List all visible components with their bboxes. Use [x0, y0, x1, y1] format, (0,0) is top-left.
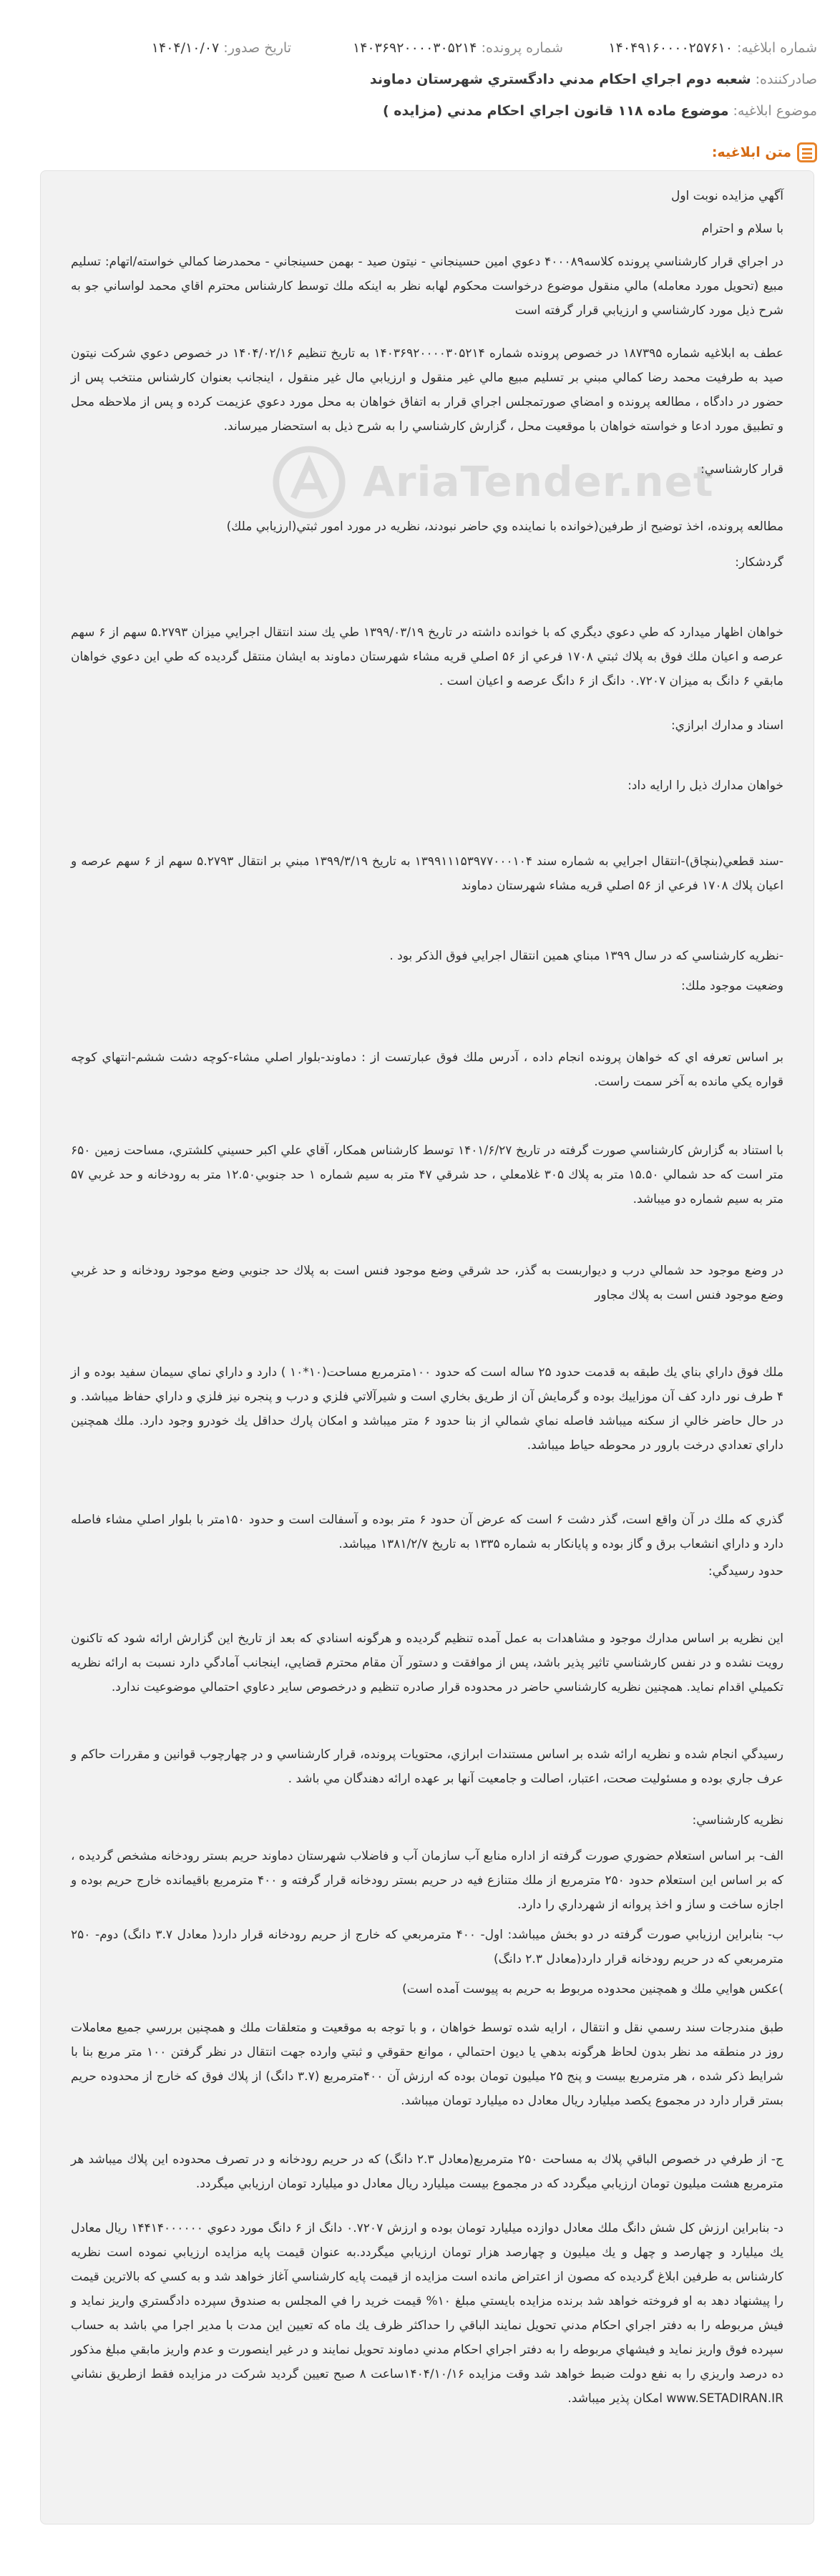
issue-date: تاریخ صدور: ۱۴۰۴/۱۰/۰۷ [151, 40, 291, 56]
heading-auction: آگهي مزايده نوبت اول [670, 189, 783, 203]
subject: موضوع ابلاغیه: موضوع ماده ۱۱۸ قانون اجراي احكام مدني (مزايده ) [382, 103, 817, 119]
paragraph-reference: عطف به ابلاغيه شماره ۱۸۷۳۹۵ در خصوص پرونده شماره ۱۴۰۳۶۹۲۰۰۰۰۳۰۵۲۱۴ به تاريخ تنظيم ۱۴۰۴/۰۲/۱۶ در خصوص دعوي شركت نيتون صيد به طرفيت محمد رضا كمالي مبني بر تسليم مبيع مالي غير منقول و ارزيابي مال غير منقول ، اينجانب بعنوان كارشناس منتخب پس از حضور در دادگاه ، مطالعه پرونده و امضاي صورتمجلس اجراي قرار به اتفاق خواهان به محل مورد دعوي عزيمت كرده و پس از ملاحظه محل و تطبيق مورد ادعا و خواسته خواهان با موقعيت محل ، گزارش كارشناسي را به شرح ذيل به استحضار ميرساند. [71, 346, 784, 434]
paragraph-item-d: د- بنابراين ارزش كل شش دانگ ملك معادل دوازده ميليارد تومان بوده و ارزش ۰.۷۲۰۷ دانگ از ۶ دانگ مورد دعوي ۱۴۴۱۴۰۰۰۰۰۰ ريال معادل يك ميليارد و چهارصد و چهل و يك ميليون و چهارصد هزار تومان ارزيابي ميگردد.به عنوان قيمت پايه مزايده ارزيابي نموده است نظريه كارشناس به طرفين ابلاغ گرديده كه مصون از اعتراض مانده است مزايده از قيمت پايه كارشناسي آغاز خواهد شد و به كسي كه بالاترين قيمت را پيشنهاد دهد به او فروخته خواهد شد برنده مزايده بايستي مبلغ ۱۰% قيمت خريد را في المجلس به صندوق سپرده دادگستري واريز نمايد و فيش مربوطه را به دفتر اجراي احكام مدني تحويل نمايند الباقي را حداكثر ظرف يك ماه كه تعيين اين مدت با مدير اجرا مي باشد به حساب سپرده فوق واريز نمايد و فيشهاي مربوطه را به دفتر اجراي احكام مدني دماوند تحويل نمايند و در غير اينصورت و عدم واريز مابقي مبلغ مذكور ده درصد واريزي را به نفع دولت ضبط خواهد شد وقت مزايده ۱۴۰۴/۱۰/۱۶ساعت ۸ صبح تعيين گرديد شركت در مزايده فقط ازطريق نشاني www.SETADIRAN.IR امكان پذير ميباشد. [71, 2221, 783, 2406]
document-icon [797, 142, 817, 162]
label-expert-order: قرار كارشناسي: [700, 462, 783, 477]
paragraph-prior-opinion: -نظريه كارشناسي كه در سال ۱۳۹۹ مبناي همين انتقال اجرايي فوق الذكر بود . [389, 949, 783, 963]
label-current-status: وضعيت موجود ملك: [680, 979, 783, 993]
paragraph-boundaries: با استناد به گزارش كارشناسي صورت گرفته در تاريخ ۱۴۰۱/۶/۲۷ توسط كارشناس همكار، آقاي علي اكبر حسيني كلشتري، مساحت زمين ۶۵۰ متر است كه حد شمالي ۱۵.۵۰ متر به پلاك ۳۰۵ غلامعلي ، حد شرقي ۴۷ متر به سيم شماره ۱ حد جنوبي۱۲.۵۰ متر به رودخانه و حد غربي ۵۷ متر به سيم شماره دو ميباشد. [71, 1143, 784, 1206]
announcement-text-box [40, 170, 814, 2524]
label-workflow: گردشكار: [735, 555, 783, 570]
section-header [712, 140, 817, 165]
meta-row-issuer [43, 72, 817, 100]
section-title: متن ابلاغیه: [711, 145, 791, 160]
paragraph-item-a: الف- بر اساس استعلام حضوري صورت گرفته از اداره منابع آب سازمان آب و فاضلاب شهرستان دماوند حريم بستر رودخانه مشخص گرديده ، كه بر اساس اين استعلام حدود ۲۵۰ مترمربع از ملك متنازع فيه در حريم بستر رودخانه قرار گرفته و ۴۰۰ مترمربع باقيمانده خارج حريم بوده و اجازه ساخت و ساز و اخذ پروانه از شهرداري را دارد. [71, 1849, 784, 1912]
aria-logo-icon [270, 443, 348, 522]
paragraph-street: گذري كه ملك در آن واقع است، گذر دشت ۶ است كه عرض آن حدود ۶ متر بوده و آسفالت است و حدود ۱۵۰متر با بلوار اصلي مشاء فاصله دارد و داراي انشعاب برق و گاز بوده و پايانكار به شماره ۱۳۳۵ به تاريخ ۱۳۸۱/۲/۷ ميباشد. [71, 1513, 783, 1551]
meta-row-numbers [43, 40, 817, 69]
paragraph-attachment-note: )عكس هوايي ملك و همچنين محدوده مربوط به حريم به پيوست آمده است) [402, 1982, 783, 1996]
paragraph-documents-intro: خواهان مدارك ذيل را ارايه داد: [627, 779, 783, 793]
paragraph-order: مطالعه پرونده، اخذ توضيح از طرفين(خوانده با نماينده وي حاضر نبودند، نظريه در مورد امور ثبتي(ارزيابي ملك) [226, 519, 783, 534]
paragraph-building: ملك فوق داراي بناي يك طبقه به قدمت حدود ۲۵ ساله است كه حدود ۱۰۰مترمربع مساحت(۱۰*۱۰ ) دارد و داراي نماي سيمان سفيد بوده و از ۴ طرف نور دارد كف آن موزاييك بوده و گرمايش آن از طريق بخاري است و شيرآلاتي فلزي و درب و پنجره نيز فلزي و داراي حفاظ ميباشد. و در حال حاضر خالي از سكنه ميباشد فاصله نماي شمالي از بنا حدود ۶ متر ميباشد و امكان پارك حداقل يك خودرو وجود دارد. ملك همچنين داراي تعدادي درخت بارور در محوطه حياط ميباشد. [71, 1365, 783, 1453]
label-review-scope: حدود رسيدگي: [708, 1564, 783, 1579]
label-expert-opinion: نظريه كارشناسي: [692, 1813, 783, 1828]
paragraph-current-boundaries: در وضع موجود حد شمالي درب و ديواربست به گذر، حد شرقي وضع موجود فنس است به پلاك حد جنوبي وضع موجود رودخانه و حد غربي وضع موجود فنس است به پلاك مجاور [71, 1264, 783, 1302]
paragraph-intro: در اجراي قرار كارشناسي پرونده كلاسه۴۰۰۰۸۹ دعوي امين حسينجاني - نيتون صيد - بهمن حسينجاني - محمدرضا كمالي خواسته/اتهام: تسليم مبيع (تحويل مورد معامله) مالي منقول موضوع درخواست محكوم لهابه نظر به اينكه ملك توسط كارشناس محترم اقاي محمد لواساني جو به شرح ذيل مورد كارشناسي و ارزيابي قرار گرفته است [71, 255, 783, 318]
paragraph-deed: -سند قطعي(بنچاق)-انتقال اجرايي به شماره سند ۱۳۹۹۱۱۱۵۳۹۷۷۰۰۰۱۰۴ به تاريخ ۱۳۹۹/۳/۱۹ مبني بر انتقال ۵.۲۷۹۳ سهم از ۶ سهم عرصه و اعيان پلاك ۱۷۰۸ فرعي از ۵۶ اصلي قريه مشاء شهرستان دماوند [71, 854, 783, 893]
paragraph-valuation: طبق مندرجات سند رسمي نقل و انتقال ، ارايه شده توسط خواهان ، و با توجه به موقعيت و متعلقات ملك و همچنين بررسي جميع معاملات روز در منطقه مد نظر بدون لحاظ هرگونه بدهي يا ديون احتمالي ، موانع حقوقي و ثبتي وارده جهت انتقال در نظر گرفتن ۱۰۰ متر مربع بنا با شرايط ذكر شده ، هر مترمربع بيست و پنج ۲۵ ميليون تومان بوده كه ارزش آن ۴۰۰مترمربع (۳.۷ دانگ) از پلاك فوق كه خارج از محدوده حريم بستر قرار دارد در مجموع يكصد ميليارد ريال معادل ده ميليارد تومان ميباشد. [71, 2021, 784, 2108]
greeting: با سلام و احترام [701, 222, 783, 236]
paragraph-item-b: ب- بنابراين ارزيابي صورت گرفته در دو بخش ميباشد: اول- ۴۰۰ مترمربعي كه خارج از حريم رودخانه قرار دارد( معادل ۳.۷ دانگ) دوم- ۲۵۰ مترمربعي كه در حريم رودخانه قرار دارد(معادل ۲.۳ دانگ) [71, 1928, 784, 1966]
announcement-number: شماره ابلاغیه: ۱۴۰۴۹۱۶۰۰۰۰۲۵۷۶۱۰ [608, 40, 817, 56]
case-number: شماره پرونده: ۱۴۰۳۶۹۲۰۰۰۰۳۰۵۲۱۴ [353, 40, 563, 56]
label-documents: اسناد و مدارك ابرازي: [670, 718, 783, 733]
paragraph-disclaimer: اين نظريه بر اساس مدارك موجود و مشاهدات به عمل آمده تنظيم گرديده و هرگونه اسنادي كه بعد از تاريخ اين گزارش ارائه شود كه تاكنون رويت نشده و در نفس كارشناسي تاثير پذير باشد، پس از موافقت و دستور آن مقام محترم قضايي، اينجانب آمادگي دارد نسبت به ارائه نظريه تكميلي اقدام نمايد. همچنين نظريه كارشناسي حاضر در محدوده قرار صادره تنظيم و درخصوص ساير دعاوي احتمالي موضوعيت ندارد. [71, 1631, 783, 1694]
paragraph-basis: رسيدگي انجام شده و نظريه ارائه شده بر اساس مستندات ابرازي، محتويات پرونده، قرار كارشناسي و در چهارچوب قوانين و مقررات حاكم و عرف جاري بوده و مسئوليت صحت، اعتبار، اصالت و جامعيت آنها بر عهده ارائه دهندگان مي باشد . [71, 1747, 783, 1786]
issuer: صادرکننده: شعبه دوم اجراي احكام مدني دادگستري شهرستان دماوند [369, 72, 817, 87]
paragraph-address: بر اساس تعرفه اي كه خواهان پرونده انجام داده ، آدرس ملك فوق عبارتست از : دماوند-بلوار اصلي مشاء-كوچه دشت ششم-انتهاي كوچه قواره يكي مانده به آخر سمت راست. [71, 1050, 783, 1089]
paragraph-workflow: خواهان اظهار ميدارد كه طي دعوي ديگري كه با خوانده داشته در تاريخ ۱۳۹۹/۰۳/۱۹ طي يك سند انتقال اجرايي ميزان ۵.۲۷۹۳ سهم از ۶ سهم عرصه و اعيان ملك فوق به پلاك ثبتي ۱۷۰۸ فرعي از ۵۶ اصلي قريه مشاء شهرستان دماوند به ايشان منتقل گرديده كه طي اين دعوي خواهان مابقي ۶ دانگ به ميزان ۰.۷۲۰۷ دانگ از ۶ دانگ عرصه و اعيان است . [71, 625, 783, 688]
watermark-text: AriaTender.net [363, 457, 714, 506]
meta-row-subject [43, 103, 817, 132]
paragraph-item-c: ج- از طرفي در خصوص الباقي پلاك به مساحت ۲۵۰ مترمربع(معادل ۲.۳ دانگ) كه در حريم رودخانه و در تصرف محدوده اين پلاك ميباشد هر مترمربع هشت ميليون تومان ارزيابي ميگردد كه در مجموع بيست ميليارد ريال معادل دو ميليارد تومان ارزيابي ميگردد. [71, 2152, 784, 2191]
